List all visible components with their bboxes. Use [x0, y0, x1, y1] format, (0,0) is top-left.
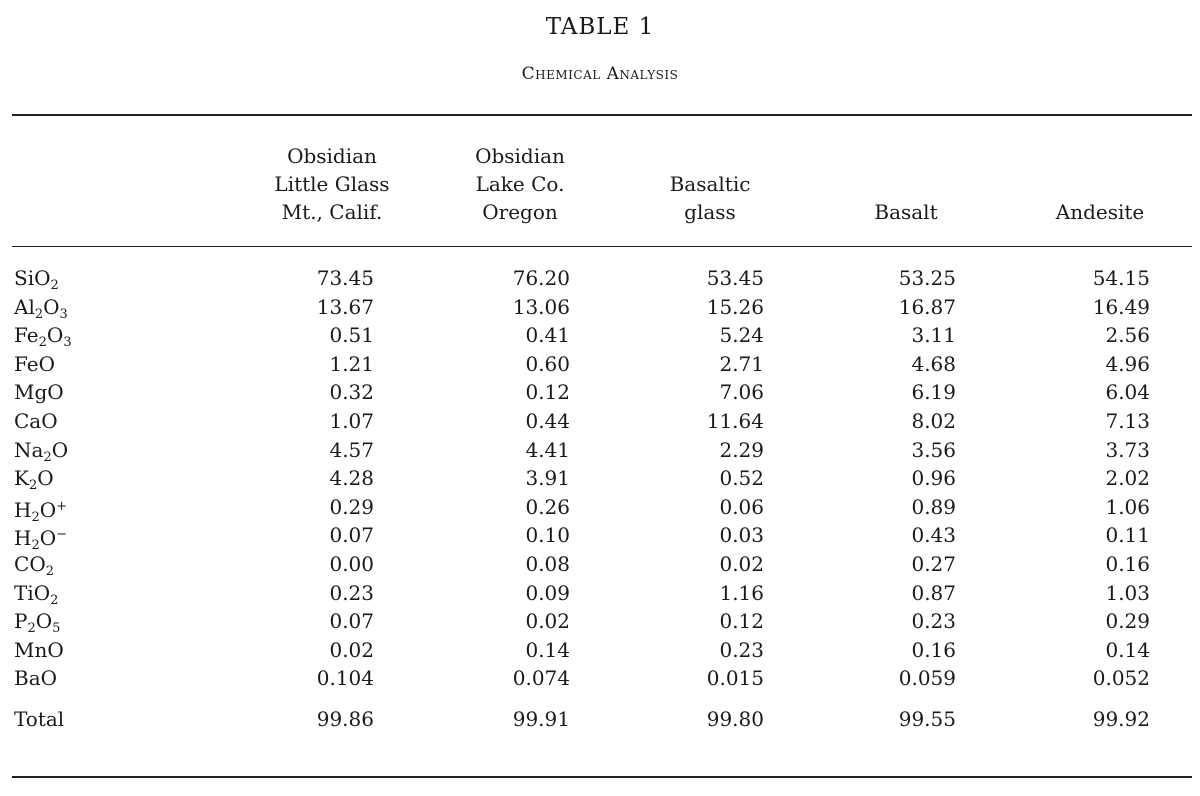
value-cell: 2.56	[1105, 323, 1150, 348]
column-header-andesite: Andesite	[1055, 200, 1145, 224]
label-text: P	[14, 609, 28, 634]
value-cell: 0.89	[911, 494, 956, 519]
value-cell: 0.08	[525, 551, 570, 576]
label-subscript: 3	[59, 306, 68, 322]
label-text: O	[46, 323, 64, 348]
value-cell: 0.14	[1105, 637, 1150, 662]
label-text: H	[14, 526, 32, 551]
value-cell: 0.23	[911, 609, 956, 634]
value-cell: 2.71	[719, 351, 764, 376]
value-cell: 0.29	[329, 494, 374, 519]
table-row	[0, 407, 1200, 436]
value-cell: 13.06	[512, 294, 570, 319]
value-cell: 0.07	[329, 609, 374, 634]
column-headers	[0, 134, 1200, 242]
value-cell: 3.73	[1105, 437, 1150, 462]
label-text: K	[14, 466, 29, 491]
label-subscript: 2	[28, 478, 38, 494]
value-cell: 0.06	[719, 494, 764, 519]
value-cell: 6.04	[1105, 380, 1150, 405]
value-cell: 99.86	[316, 706, 374, 731]
value-cell: 0.87	[911, 580, 956, 605]
label-subscript: 2	[34, 306, 44, 322]
value-cell: 2.29	[719, 437, 764, 462]
label-subscript: 2	[31, 509, 40, 525]
value-cell: 53.25	[898, 266, 956, 290]
value-cell: 3.11	[911, 323, 956, 348]
value-cell: 0.60	[525, 351, 570, 376]
value-cell: 1.16	[719, 580, 764, 605]
value-cell: 0.052	[1092, 666, 1150, 691]
label-text: O	[29, 551, 46, 576]
value-cell: 0.059	[898, 666, 956, 691]
label-subscript: 2	[31, 538, 40, 554]
value-cell: 99.92	[1092, 706, 1150, 731]
value-cell: 15.26	[706, 294, 764, 319]
value-cell: 0.07	[329, 523, 374, 548]
label-text: O	[51, 437, 69, 462]
row-label: Total	[14, 706, 65, 731]
value-cell: 0.14	[525, 637, 570, 662]
label-subscript: 2	[50, 592, 59, 608]
row-label	[14, 350, 55, 379]
label-text: O	[33, 580, 51, 605]
value-cell: 0.43	[911, 523, 956, 548]
table-row	[0, 378, 1200, 407]
value-cell: 16.87	[898, 294, 956, 319]
value-cell: 3.56	[911, 437, 956, 462]
value-cell: 5.24	[719, 323, 764, 348]
value-cell: 1.07	[329, 408, 374, 433]
label-text: Fe	[14, 323, 39, 348]
value-cell: 0.26	[525, 494, 570, 519]
label-subscript: 2	[43, 449, 52, 465]
table-row	[0, 493, 1200, 525]
label-text: CaO	[14, 408, 58, 433]
row-label	[14, 636, 64, 665]
label-text: FeO	[14, 351, 56, 376]
table-row	[0, 293, 1200, 322]
value-cell: 0.10	[525, 523, 570, 548]
value-cell: 73.45	[316, 266, 374, 290]
value-cell: 0.02	[719, 551, 764, 576]
value-cell: 3.91	[525, 466, 570, 491]
value-cell: 0.02	[329, 637, 374, 662]
row-label	[14, 664, 57, 693]
table-row	[0, 264, 1200, 293]
value-cell: 0.074	[512, 666, 570, 691]
label-text: Ti	[14, 580, 34, 605]
row-label	[14, 378, 64, 407]
top-rule	[12, 114, 1192, 116]
label-text: C	[14, 551, 30, 576]
label-superscript: +	[56, 498, 68, 514]
label-subscript: 3	[63, 335, 72, 351]
label-subscript: 2	[50, 278, 59, 293]
value-cell: 16.49	[1092, 294, 1150, 319]
value-cell: 76.20	[512, 266, 570, 290]
label-text: Na	[14, 437, 44, 462]
value-cell: 99.55	[898, 706, 956, 731]
value-cell: 0.44	[525, 408, 570, 433]
bottom-rule	[12, 776, 1192, 778]
label-text: BaO	[14, 666, 58, 691]
column-header-basaltic-glass: Basaltic glass	[669, 172, 751, 224]
label-text: O	[37, 466, 54, 491]
label-text: O	[39, 497, 57, 522]
value-cell: 2.02	[1105, 466, 1150, 491]
value-cell: 0.16	[911, 637, 956, 662]
value-cell: 6.19	[911, 380, 956, 405]
table-row	[0, 550, 1200, 579]
value-cell: 0.03	[719, 523, 764, 548]
value-cell: 1.21	[329, 351, 374, 376]
value-cell: 11.64	[706, 408, 764, 433]
value-cell: 4.68	[911, 351, 956, 376]
label-text: O	[35, 609, 53, 634]
value-cell: 0.23	[719, 637, 764, 662]
table-row	[0, 579, 1200, 608]
value-cell: 1.06	[1105, 494, 1150, 519]
value-cell: 0.09	[525, 580, 570, 605]
table-subtitle: Chemical Analysis	[521, 64, 679, 84]
table-row	[0, 464, 1200, 493]
value-cell: 0.23	[329, 580, 374, 605]
value-cell: 0.11	[1105, 523, 1150, 548]
label-text: O	[39, 526, 57, 551]
column-header-obsidian-little-glass: Obsidian Little Glass Mt., Calif.	[274, 144, 390, 224]
label-text: O	[43, 294, 60, 319]
value-cell: 0.32	[329, 380, 374, 405]
label-text: Si	[14, 266, 35, 290]
value-cell: 0.52	[719, 466, 764, 491]
table-body	[0, 264, 1200, 734]
value-cell: 1.03	[1105, 580, 1150, 605]
value-cell: 99.80	[706, 706, 764, 731]
label-text: MgO	[14, 380, 64, 405]
value-cell: 99.91	[512, 706, 570, 731]
label-text: Al	[14, 294, 35, 319]
value-cell: 0.16	[1105, 551, 1150, 576]
value-cell: 4.28	[329, 466, 374, 491]
label-subscript: 5	[52, 621, 61, 637]
label-text: O	[34, 266, 51, 290]
value-cell: 0.96	[911, 466, 956, 491]
value-cell: 8.02	[911, 408, 956, 433]
value-cell: 7.06	[719, 380, 764, 405]
value-cell: 0.015	[706, 666, 764, 691]
table-row	[0, 321, 1200, 350]
value-cell: 0.29	[1105, 609, 1150, 634]
table-row	[0, 350, 1200, 379]
label-text: H	[14, 497, 32, 522]
value-cell: 0.12	[719, 609, 764, 634]
label-subscript: 2	[45, 563, 54, 579]
column-header-obsidian-lake-co: Obsidian Lake Co. Oregon	[475, 144, 565, 224]
value-cell: 13.67	[316, 294, 374, 319]
value-cell: 0.104	[316, 666, 374, 691]
table-row	[0, 436, 1200, 465]
table-row	[0, 664, 1200, 693]
value-cell: 0.51	[329, 323, 374, 348]
value-cell: 4.57	[329, 437, 374, 462]
label-superscript: −	[56, 527, 68, 543]
value-cell: 7.13	[1105, 408, 1150, 433]
value-cell: 53.45	[706, 266, 764, 290]
label-subscript: 2	[27, 621, 36, 637]
value-cell: 0.27	[911, 551, 956, 576]
value-cell: 0.02	[525, 609, 570, 634]
row-label	[14, 407, 58, 436]
label-text: MnO	[14, 637, 64, 662]
table-row	[0, 607, 1200, 636]
total-row	[0, 705, 1200, 734]
column-header-basalt: Basalt	[874, 200, 938, 224]
value-cell: 0.12	[525, 380, 570, 405]
table-title: TABLE 1	[545, 14, 655, 40]
value-cell: 0.41	[525, 323, 570, 348]
value-cell: 0.00	[329, 551, 374, 576]
table-row	[0, 636, 1200, 665]
header-rule	[12, 246, 1192, 247]
value-cell: 4.96	[1105, 351, 1150, 376]
table-row	[0, 521, 1200, 554]
value-cell: 4.41	[525, 437, 570, 462]
label-subscript: 2	[38, 335, 47, 351]
value-cell: 54.15	[1092, 266, 1150, 290]
